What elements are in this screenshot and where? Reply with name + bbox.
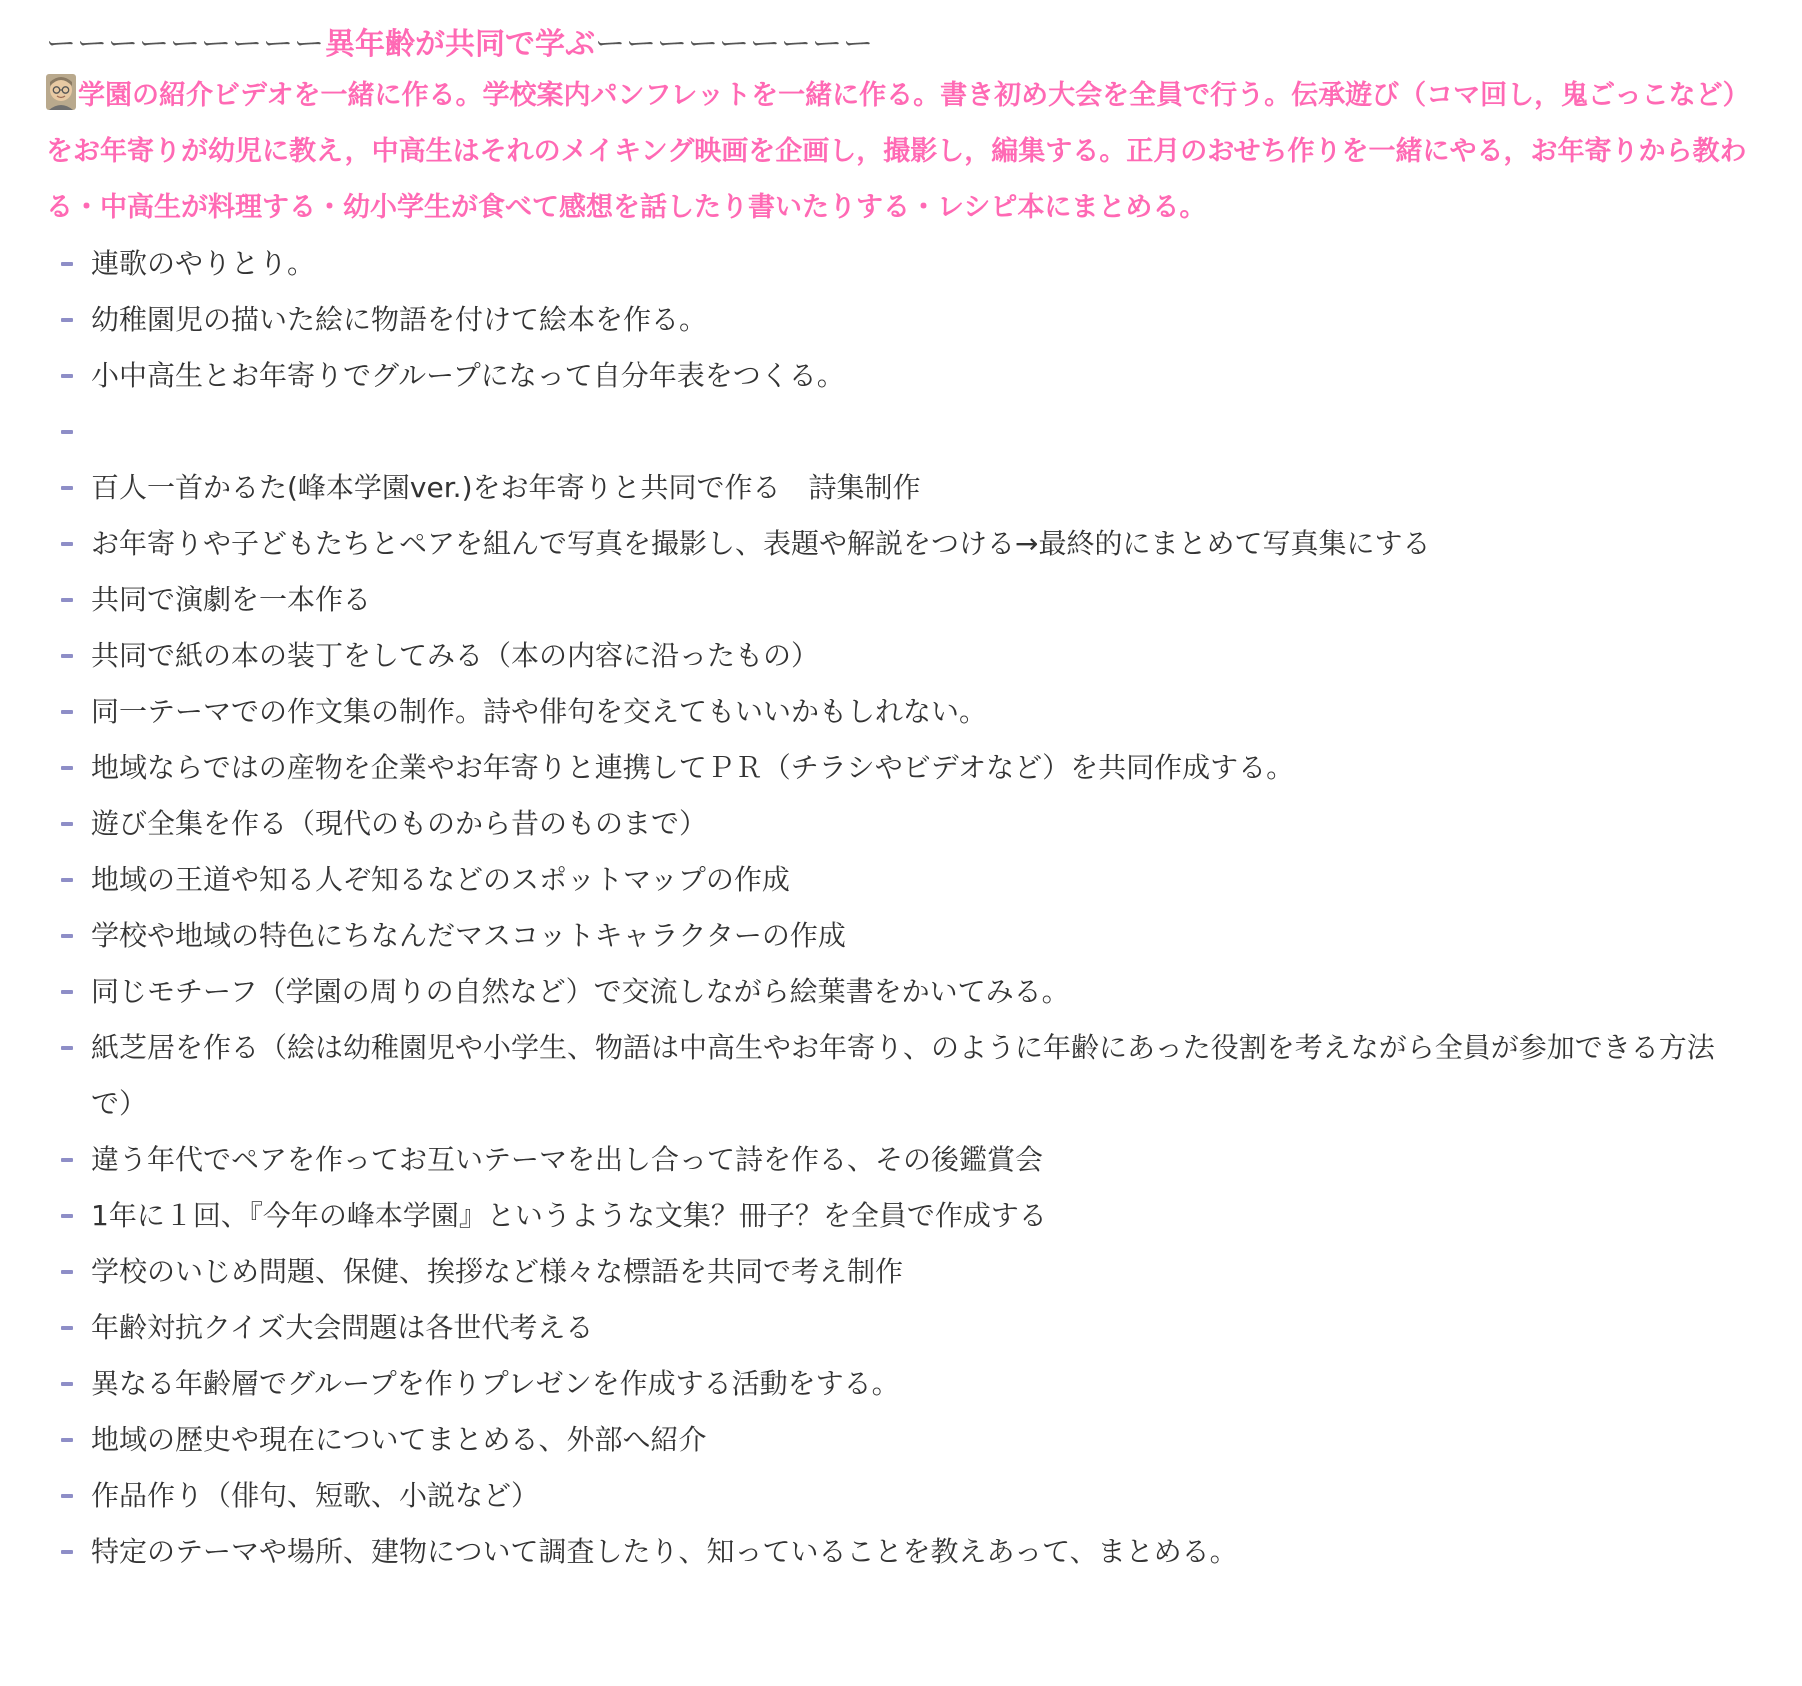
list-item (91, 740, 1756, 796)
bullet-dash-icon (61, 598, 73, 602)
bullet-dash-icon (61, 1438, 73, 1442)
list-item (91, 572, 1756, 628)
bullet-dash-icon (61, 1046, 73, 1050)
bullet-dash-icon (61, 1494, 73, 1498)
list-item-text: 特定のテーマや場所、建物について調査したり、知っていることを教えあって、まとめる。 (91, 1535, 1238, 1568)
list-item (91, 236, 1756, 292)
heading-dashes-left: ーーーーーーーーー (46, 27, 325, 62)
person-avatar-icon (46, 74, 76, 110)
list-item (91, 348, 1756, 404)
list-item-text: 違う年代でペアを作ってお互いテーマを出し合って詩を作る、その後鑑賞会 (91, 1143, 1044, 1176)
list-item-text: 小中高生とお年寄りでグループになって自分年表をつくる。 (91, 359, 845, 392)
list-item-text: 遊び全集を作る（現代のものから昔のものまで） (91, 807, 708, 840)
list-item-text: 連歌のやりとり。 (91, 247, 316, 280)
bullet-dash-icon (61, 1550, 73, 1554)
list-item (91, 964, 1756, 1020)
list-item (91, 404, 1756, 460)
bullet-dash-icon (61, 990, 73, 994)
list-item (91, 852, 1756, 908)
list-item-text: 共同で紙の本の装丁をしてみる（本の内容に沿ったもの） (91, 639, 820, 672)
list-item-text: 学校や地域の特色にちなんだマスコットキャラクターの作成 (91, 919, 846, 952)
list-item (91, 1468, 1756, 1524)
list-item (91, 516, 1756, 572)
bullet-dash-icon (61, 430, 73, 434)
bullet-dash-icon (61, 878, 73, 882)
list-item-text: 紙芝居を作る（絵は幼稚園児や小学生、物語は中高生やお年寄り、のように年齢にあった役割を考えながら全員が参加できる方法で） (91, 1031, 1715, 1120)
bullet-dash-icon (61, 710, 73, 714)
bullet-dash-icon (61, 1158, 73, 1162)
heading-dashes-right: ーーーーーーーーー (595, 27, 874, 62)
bullet-dash-icon (61, 1382, 73, 1386)
list-item-text: 同じモチーフ（学園の周りの自然など）で交流しながら絵葉書をかいてみる。 (91, 975, 1070, 1008)
list-item-text: 幼稚園児の描いた絵に物語を付けて絵本を作る。 (91, 303, 708, 336)
list-item (91, 908, 1756, 964)
list-item (91, 292, 1756, 348)
list-item-text: お年寄りや子どもたちとペアを組んで写真を撮影し、表題や解説をつける→最終的にまとめて写真集にする (91, 527, 1431, 560)
list-item-text: 共同で演劇を一本作る (91, 583, 372, 616)
list-item (91, 1132, 1756, 1188)
list-item-text: 作品作り（俳句、短歌、小説など） (91, 1479, 540, 1512)
list-item-text: 学校のいじめ問題、保健、挨拶など様々な標語を共同で考え制作 (91, 1255, 904, 1288)
bullet-dash-icon (61, 1270, 73, 1274)
bullet-dash-icon (61, 374, 73, 378)
list-item (91, 796, 1756, 852)
section-heading (46, 22, 1756, 68)
list-item (91, 1412, 1756, 1468)
bullet-dash-icon (61, 1326, 73, 1330)
bullet-dash-icon (61, 486, 73, 490)
list-item-text: 異なる年齢層でグループを作りプレゼンを作成する活動をする。 (91, 1367, 900, 1400)
list-item-text: 年齢対抗クイズ大会問題は各世代考える (91, 1311, 594, 1344)
bullet-dash-icon (61, 766, 73, 770)
list-item (91, 1356, 1756, 1412)
idea-list (46, 236, 1756, 1580)
list-item-text: 同一テーマでの作文集の制作。詩や俳句を交えてもいいかもしれない。 (91, 695, 988, 728)
list-item-text: 地域ならではの産物を企業やお年寄りと連携してＰＲ（チラシやビデオなど）を共同作成する。 (91, 751, 1295, 784)
list-item (91, 628, 1756, 684)
list-item-text: 地域の歴史や現在についてまとめる、外部へ紹介 (91, 1423, 707, 1456)
bullet-dash-icon (61, 542, 73, 546)
list-item (91, 684, 1756, 740)
bullet-dash-icon (61, 318, 73, 322)
intro-text: 学園の紹介ビデオを一緒に作る。学校案内パンフレットを一緒に作る。書き初め大会を全員で行う。伝承遊び（コマ回し，鬼ごっこなど）をお年寄りが幼児に教え，中高生はそれのメイキング映画を企画し，撮影し，編集する。正月のおせち作りを一緒にやる，お年寄りから教わる・中高生が料理する・幼小学生が食べて感想を話したり書いたりする・レシピ本にまとめる。 (46, 80, 1750, 223)
intro-paragraph (46, 68, 1756, 236)
list-item (91, 1300, 1756, 1356)
bullet-dash-icon (61, 822, 73, 826)
bullet-dash-icon (61, 262, 73, 266)
list-item (91, 1188, 1756, 1244)
list-item (91, 1524, 1756, 1580)
list-item-text: 百人一首かるた(峰本学園ver.)をお年寄りと共同で作る 詩集制作 (91, 471, 921, 504)
list-item-text: 地域の王道や知る人ぞ知るなどのスポットマップの作成 (91, 863, 790, 896)
list-item-text: 1年に１回、『今年の峰本学園』というような文集？冊子？を全員で作成する (91, 1199, 1047, 1232)
heading-title: 異年齢が共同で学ぶ (325, 27, 595, 62)
list-item (91, 1020, 1756, 1132)
bullet-dash-icon (61, 1214, 73, 1218)
list-item (91, 460, 1756, 516)
bullet-dash-icon (61, 654, 73, 658)
bullet-dash-icon (61, 934, 73, 938)
list-item (91, 1244, 1756, 1300)
